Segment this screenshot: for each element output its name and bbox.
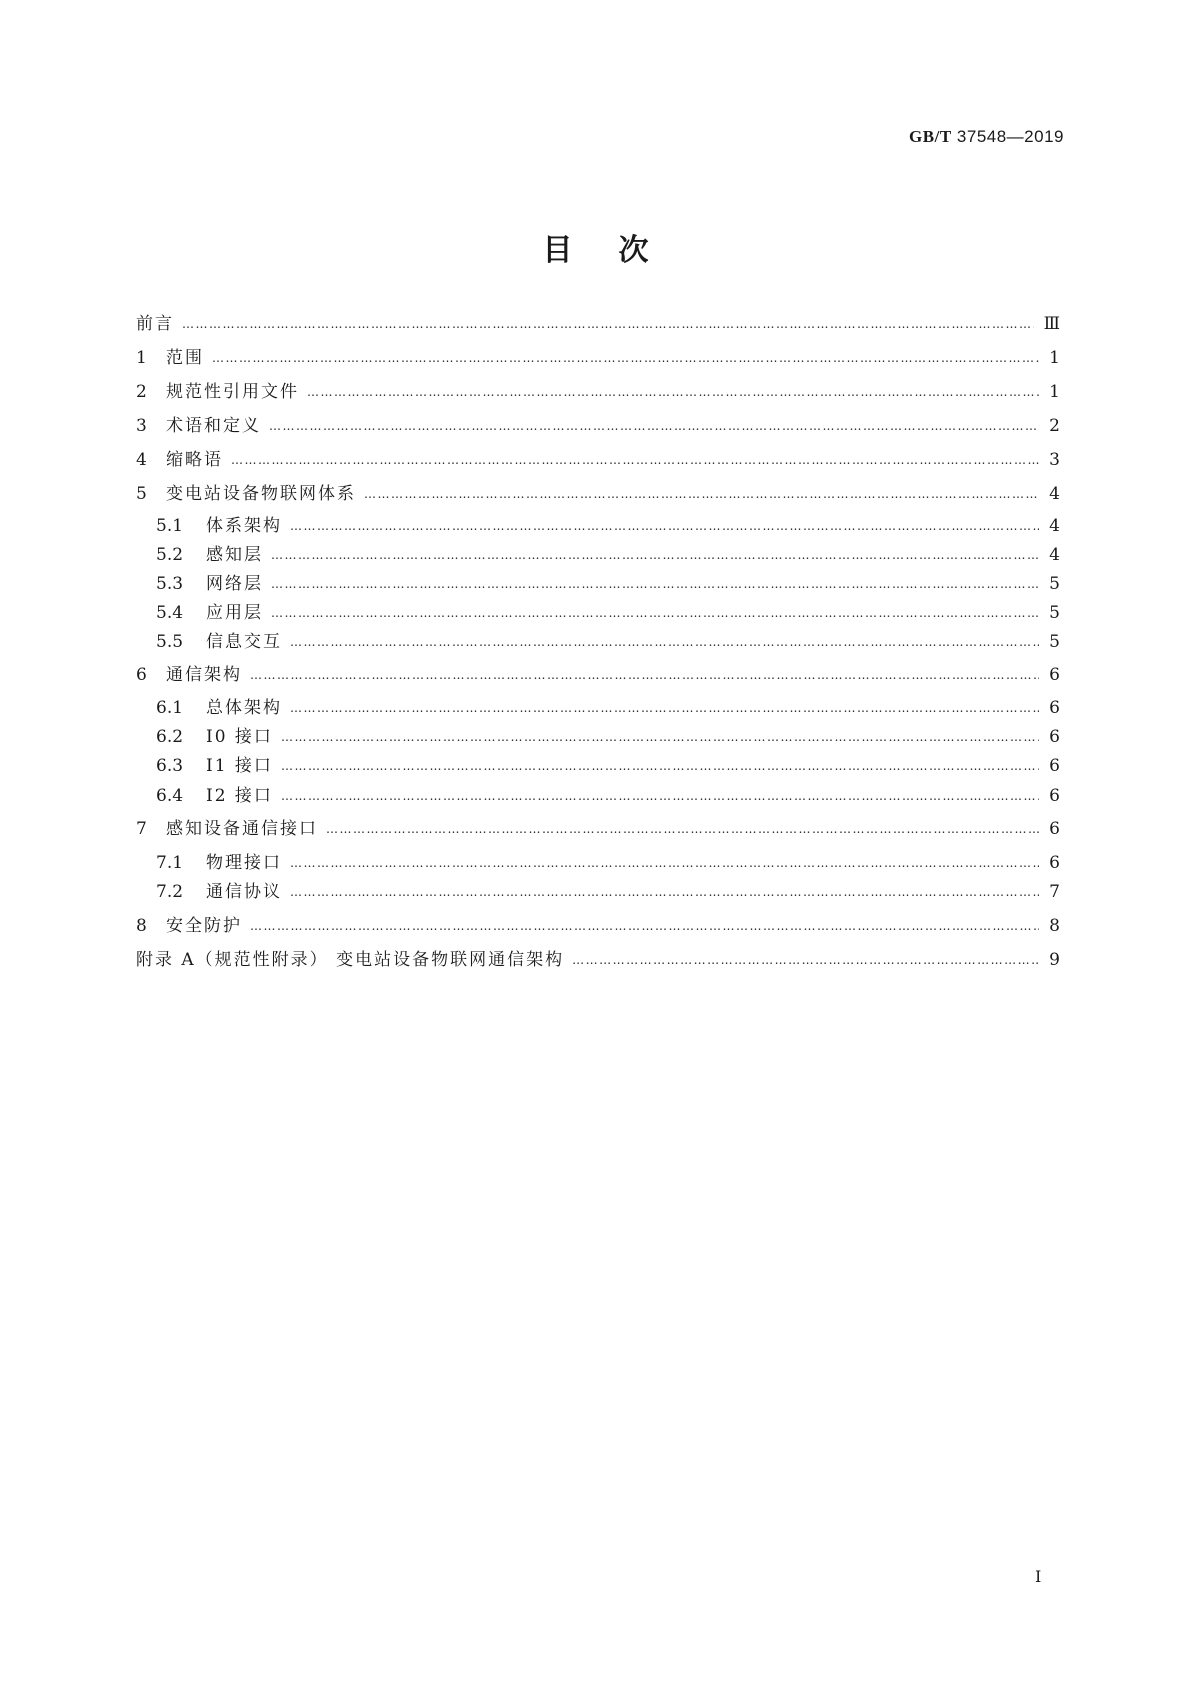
toc-entry-page: Ⅲ bbox=[1043, 314, 1060, 334]
toc-entry-number: 6.2 bbox=[156, 727, 184, 747]
toc-entry-6[interactable] bbox=[136, 663, 1060, 687]
toc-entry-5-2[interactable] bbox=[156, 543, 1060, 567]
toc-leader bbox=[364, 482, 1039, 506]
toc-entry-label: I2 接口 bbox=[206, 786, 273, 806]
toc-entry-label: 缩略语 bbox=[166, 450, 223, 470]
toc-entry-number: 4 bbox=[136, 450, 147, 470]
toc-entry-number: 7 bbox=[136, 819, 147, 839]
toc-leader bbox=[290, 630, 1039, 654]
toc-entry-number: 5.1 bbox=[156, 516, 184, 536]
toc-entry-number: 5.2 bbox=[156, 545, 184, 565]
toc-entry-number: 1 bbox=[136, 348, 147, 368]
toc-entry-page: 5 bbox=[1049, 603, 1060, 623]
standard-prefix: GB/T bbox=[909, 127, 952, 146]
toc-entry-label: 通信协议 bbox=[206, 882, 282, 902]
toc-entry-number: 5.4 bbox=[156, 603, 184, 623]
toc-entry-page: 4 bbox=[1049, 484, 1060, 504]
page-title: 目次 bbox=[542, 233, 695, 268]
toc-entry-4[interactable] bbox=[136, 448, 1060, 472]
toc-entry-number: 6.4 bbox=[156, 786, 184, 806]
toc-leader bbox=[572, 948, 1039, 972]
toc-leader bbox=[271, 572, 1039, 596]
toc-entry-label: 范围 bbox=[166, 348, 204, 368]
toc-leader bbox=[231, 448, 1039, 472]
toc-entry-5-1[interactable] bbox=[156, 514, 1060, 538]
toc-leader bbox=[281, 754, 1039, 778]
toc-leader bbox=[250, 914, 1039, 938]
toc-entry-label: I0 接口 bbox=[206, 727, 273, 747]
toc-leader bbox=[290, 851, 1039, 875]
toc-entry-label: 感知设备通信接口 bbox=[166, 819, 318, 839]
toc-entry-number: 6.1 bbox=[156, 698, 184, 718]
toc-leader bbox=[250, 663, 1039, 687]
toc-entry-2[interactable] bbox=[136, 380, 1060, 404]
toc-leader bbox=[307, 380, 1039, 404]
toc-entry-number: 5 bbox=[136, 484, 147, 504]
toc-leader bbox=[326, 817, 1039, 841]
toc-leader bbox=[182, 312, 1034, 336]
toc-leader bbox=[290, 514, 1039, 538]
standard-number: 37548—2019 bbox=[956, 127, 1064, 146]
toc-leader bbox=[281, 784, 1039, 808]
toc-entry-label: I1 接口 bbox=[206, 756, 273, 776]
toc-entry-number: 7.2 bbox=[156, 882, 184, 902]
toc-leader bbox=[271, 543, 1039, 567]
toc-entry-7[interactable] bbox=[136, 817, 1060, 841]
toc-entry-label: 信息交互 bbox=[206, 632, 282, 652]
toc-entry-page: 5 bbox=[1049, 632, 1060, 652]
toc-entry-6-1[interactable] bbox=[156, 696, 1060, 720]
toc-entry-page: 4 bbox=[1049, 516, 1060, 536]
toc-entry-number: 6 bbox=[136, 665, 147, 685]
toc-entry-page: 6 bbox=[1049, 698, 1060, 718]
toc-entry-page: 6 bbox=[1049, 665, 1060, 685]
toc-entry-5-5[interactable] bbox=[156, 630, 1060, 654]
toc-entry-label: 应用层 bbox=[206, 603, 263, 623]
toc-entry-number: 6.3 bbox=[156, 756, 184, 776]
toc-entry-6-3[interactable] bbox=[156, 754, 1060, 778]
toc-entry-page: 3 bbox=[1049, 450, 1060, 470]
toc-entry-label: 通信架构 bbox=[166, 665, 242, 685]
toc-entry-label: 网络层 bbox=[206, 574, 263, 594]
toc-entry-6-2[interactable] bbox=[156, 725, 1060, 749]
standard-code bbox=[909, 127, 1064, 147]
toc-entry-page: 6 bbox=[1049, 853, 1060, 873]
toc-entry-number: 5.3 bbox=[156, 574, 184, 594]
toc-leader bbox=[290, 696, 1039, 720]
toc-entry-6-4[interactable] bbox=[156, 784, 1060, 808]
toc-entry-label: 前言 bbox=[136, 314, 174, 334]
toc-entry-page: 6 bbox=[1049, 786, 1060, 806]
toc-entry-5-4[interactable] bbox=[156, 601, 1060, 625]
toc-entry-page: 6 bbox=[1049, 756, 1060, 776]
toc-entry-page: 6 bbox=[1049, 819, 1060, 839]
toc-entry-1[interactable] bbox=[136, 346, 1060, 370]
toc-entry-number: 3 bbox=[136, 416, 147, 436]
toc-entry-5-3[interactable] bbox=[156, 572, 1060, 596]
toc-entry-page: 8 bbox=[1049, 916, 1060, 936]
toc-entry-7-2[interactable] bbox=[156, 880, 1060, 904]
toc-entry-page: 2 bbox=[1049, 416, 1060, 436]
toc-entry-page: 4 bbox=[1049, 545, 1060, 565]
toc-entry-3[interactable] bbox=[136, 414, 1060, 438]
toc-entry-label: 感知层 bbox=[206, 545, 263, 565]
toc-entry-foreword[interactable] bbox=[136, 312, 1060, 336]
toc-entry-label: 安全防护 bbox=[166, 916, 242, 936]
toc-entry-label: 物理接口 bbox=[206, 853, 282, 873]
toc-entry-7-1[interactable] bbox=[156, 851, 1060, 875]
toc-leader bbox=[212, 346, 1039, 370]
toc-entry-5[interactable] bbox=[136, 482, 1060, 506]
toc-entry-label: 附录 A（规范性附录） 变电站设备物联网通信架构 bbox=[136, 950, 565, 970]
toc-entry-page: 1 bbox=[1049, 382, 1060, 402]
toc-entry-page: 1 bbox=[1049, 348, 1060, 368]
toc-entry-page: 5 bbox=[1049, 574, 1060, 594]
toc-entry-label: 规范性引用文件 bbox=[166, 382, 299, 402]
toc-leader bbox=[290, 880, 1039, 904]
toc-leader bbox=[281, 725, 1039, 749]
toc-entry-appendix-a[interactable] bbox=[136, 948, 1060, 972]
toc-entry-number: 8 bbox=[136, 916, 147, 936]
toc-entry-number: 2 bbox=[136, 382, 147, 402]
toc-leader bbox=[269, 414, 1039, 438]
toc-entry-page: 7 bbox=[1049, 882, 1060, 902]
toc-leader bbox=[271, 601, 1039, 625]
toc-entry-label: 术语和定义 bbox=[166, 416, 261, 436]
toc-entry-8[interactable] bbox=[136, 914, 1060, 938]
toc-entry-number: 5.5 bbox=[156, 632, 184, 652]
toc-entry-page: 9 bbox=[1049, 950, 1060, 970]
toc-entry-number: 7.1 bbox=[156, 853, 184, 873]
toc-entry-label: 总体架构 bbox=[206, 698, 282, 718]
page-number: Ⅰ bbox=[1035, 1567, 1042, 1586]
toc-entry-page: 6 bbox=[1049, 727, 1060, 747]
toc-entry-label: 变电站设备物联网体系 bbox=[166, 484, 356, 504]
toc-entry-label: 体系架构 bbox=[206, 516, 282, 536]
